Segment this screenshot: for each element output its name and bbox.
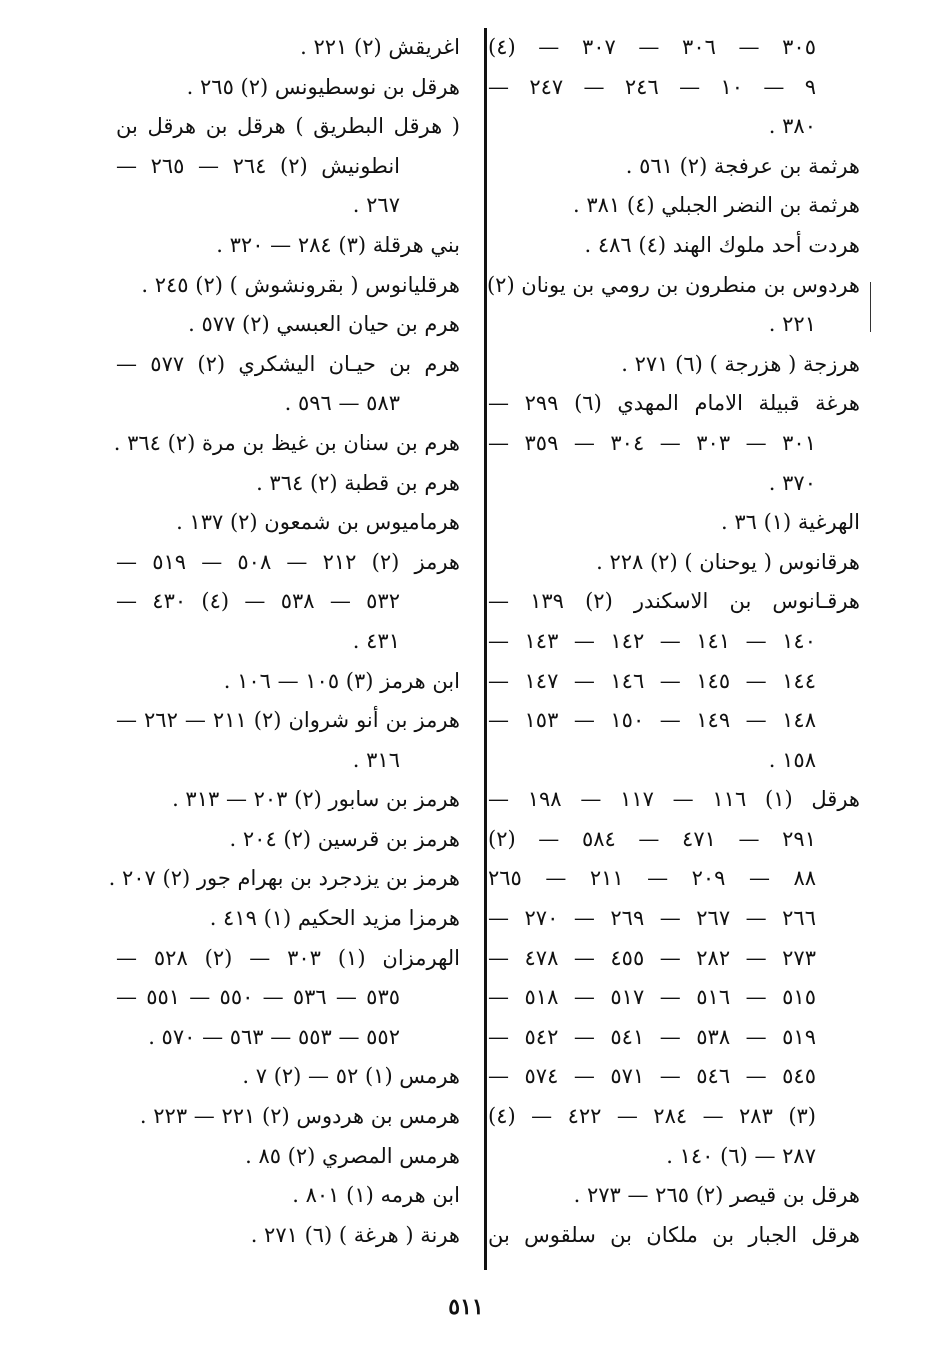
margin-mark <box>870 282 871 332</box>
index-line: ٢٢١ . <box>768 312 816 337</box>
index-entry: ابن هرمه (١) ٨٠١ . <box>292 1183 460 1208</box>
index-entry: هرم بن حيان العبسي (٢) ٥٧٧ . <box>188 312 460 337</box>
index-entry: هرمس (١) ٥٢ — (٢) ٧ . <box>242 1064 460 1089</box>
index-line: ٥٤٥ — ٥٤٦ — ٥٧١ — ٥٧٤ — <box>488 1064 816 1089</box>
index-line: ٨٨ — ٢٠٩ — ٢١١ — ٢٦٥ <box>488 866 816 891</box>
index-entry: هرثمة بن النضر الجبلي (٤) ٣٨١ . <box>573 193 860 218</box>
index-column-left <box>108 28 461 1255</box>
index-column-right <box>488 28 860 1255</box>
index-line: ٥٥٢ — ٥٥٣ — ٥٦٣ — ٥٧٠ . <box>148 1024 400 1049</box>
index-entry: بني هرقلة (٣) ٢٨٤ — ٣٢٠ . <box>216 232 460 257</box>
index-entry: هرمز بن أنو شروان (٢) ٢١١ — ٢٦٢ — <box>116 708 460 733</box>
index-line: ١٤٠ — ١٤١ — ١٤٢ — ١٤٣ — <box>488 628 816 653</box>
index-line: (٣) ٢٨٣ — ٢٨٤ — ٤٢٢ — (٤) <box>488 1104 816 1129</box>
index-line: ٥٣٥ — ٥٣٦ — ٥٥٠ — ٥٥١ — <box>116 985 401 1010</box>
index-entry: هرمز (٢) ٢١٢ — ٥٠٨ — ٥١٩ — <box>116 549 460 574</box>
index-entry: الهرغية (١) ٣٦ . <box>720 510 860 535</box>
index-entry: هرقل (١) ١١٦ — ١١٧ — ١٩٨ — <box>488 787 861 812</box>
index-entry: هرزجة ( هزرجة ) (٦) ٢٧١ . <box>621 351 860 376</box>
index-line: ٢٨٧ — (٦) ١٤٠ . <box>666 1143 816 1168</box>
index-entry: هرقل الجبار بن ملكان بن سلقوس بن <box>488 1222 860 1247</box>
index-entry: هرمز بن يزدجرد بن بهرام جور (٢) ٢٠٧ . <box>108 866 460 891</box>
index-entry: هرماميوس بن شمعون (٢) ١٣٧ . <box>176 510 460 535</box>
index-line: ٢٩١ — ٤٧١ — ٥٨٤ — (٢) <box>488 826 816 851</box>
index-entry: هرمز بن قرسين (٢) ٢٠٤ . <box>229 826 460 851</box>
index-line: انطونيش (٢) ٢٦٤ — ٢٦٥ — <box>116 153 400 178</box>
index-entry: هرمز بن سابور (٢) ٢٠٣ — ٣١٣ . <box>172 787 460 812</box>
index-entry: هرمس بن هردوس (٢) ٢٢١ — ٢٢٣ . <box>139 1104 460 1129</box>
index-entry: هردت أحد ملوك الهند (٤) ٤٨٦ . <box>584 232 860 257</box>
index-entry: الهرمزان (١) ٣٠٣ — (٢) ٥٢٨ — <box>116 945 461 970</box>
index-line: ٥١٥ — ٥١٦ — ٥١٧ — ٥١٨ — <box>488 985 816 1010</box>
index-entry: هرمس المصري (٢) ٨٥ . <box>245 1143 460 1168</box>
index-entry: هرقل بن نوسطيونس (٢) ٢٦٥ . <box>186 74 460 99</box>
index-entry: هرغة قبيلة الامام المهدي (٦) ٢٩٩ — <box>488 391 860 416</box>
index-line: ١٥٨ . <box>768 747 816 772</box>
index-entry: هرنة ( هرغة ) (٦) ٢٧١ . <box>250 1222 460 1247</box>
index-entry: ( هرقل البطريق ) هرقل بن هرقل بن <box>116 114 460 139</box>
index-line: ٣٧٠ . <box>768 470 816 495</box>
index-line: ١٤٤ — ١٤٥ — ١٤٦ — ١٤٧ — <box>488 668 816 693</box>
index-entry: هرقـانوس بن الاسكندر (٢) ١٣٩ — <box>488 589 860 614</box>
index-line: ٥٣٢ — ٥٣٨ — (٤) ٤٣٠ — <box>116 589 400 614</box>
index-entry: هرقليانوس ( بقرونشوش ) (٢) ٢٤٥ . <box>141 272 460 297</box>
index-line: ٥٨٣ — ٥٩٦ . <box>284 391 400 416</box>
page-number: ٥١١ <box>448 1294 484 1320</box>
index-entry: هرقل بن قيصر (٢) ٢٦٥ — ٢٧٣ . <box>573 1183 860 1208</box>
index-entry: هردوس بن منطرون بن رومي بن يونان (٢) <box>486 272 860 297</box>
index-entry: هرقانوس ( يوحنان ) (٢) ٢٢٨ . <box>596 549 860 574</box>
index-entry: هرثمة بن عرفجة (٢) ٥٦١ . <box>625 153 860 178</box>
index-line: ٢٦٦ — ٢٦٧ — ٢٦٩ — ٢٧٠ — <box>488 906 816 931</box>
index-line: ٢٧٣ — ٢٨٢ — ٤٥٥ — ٤٧٨ — <box>488 945 816 970</box>
index-entry: هرم بن سنان بن غيظ بن مرة (٢) ٣٦٤ . <box>113 430 460 455</box>
index-line: ٣٠١ — ٣٠٣ — ٣٠٤ — ٣٥٩ — <box>488 430 816 455</box>
index-line: ٩ — ١٠ — ٢٤٦ — ٢٤٧ — <box>488 74 816 99</box>
index-line: ٣١٦ . <box>352 747 400 772</box>
index-entry: ابن هرمز (٣) ١٠٥ — ١٠٦ . <box>223 668 460 693</box>
index-line: ٣٨٠ . <box>768 114 816 139</box>
column-divider <box>484 28 487 1270</box>
index-entry: هرم بن قطبة (٢) ٣٦٤ . <box>256 470 460 495</box>
index-line: ٤٣١ . <box>352 628 400 653</box>
index-line: ١٤٨ — ١٤٩ — ١٥٠ — ١٥٣ — <box>488 708 816 733</box>
index-entry: هرم بن حيـان اليشكري (٢) ٥٧٧ — <box>116 351 460 376</box>
index-line: ٢٦٧ . <box>352 193 400 218</box>
index-line: ٥١٩ — ٥٣٨ — ٥٤١ — ٥٤٢ — <box>488 1024 816 1049</box>
index-entry: هرمزا مزيد الحكيم (١) ٤١٩ . <box>209 906 460 931</box>
index-entry: اغريقش (٢) ٢٢١ . <box>300 35 460 59</box>
index-line: ٣٠٥ — ٣٠٦ — ٣٠٧ — (٤) <box>488 35 816 59</box>
